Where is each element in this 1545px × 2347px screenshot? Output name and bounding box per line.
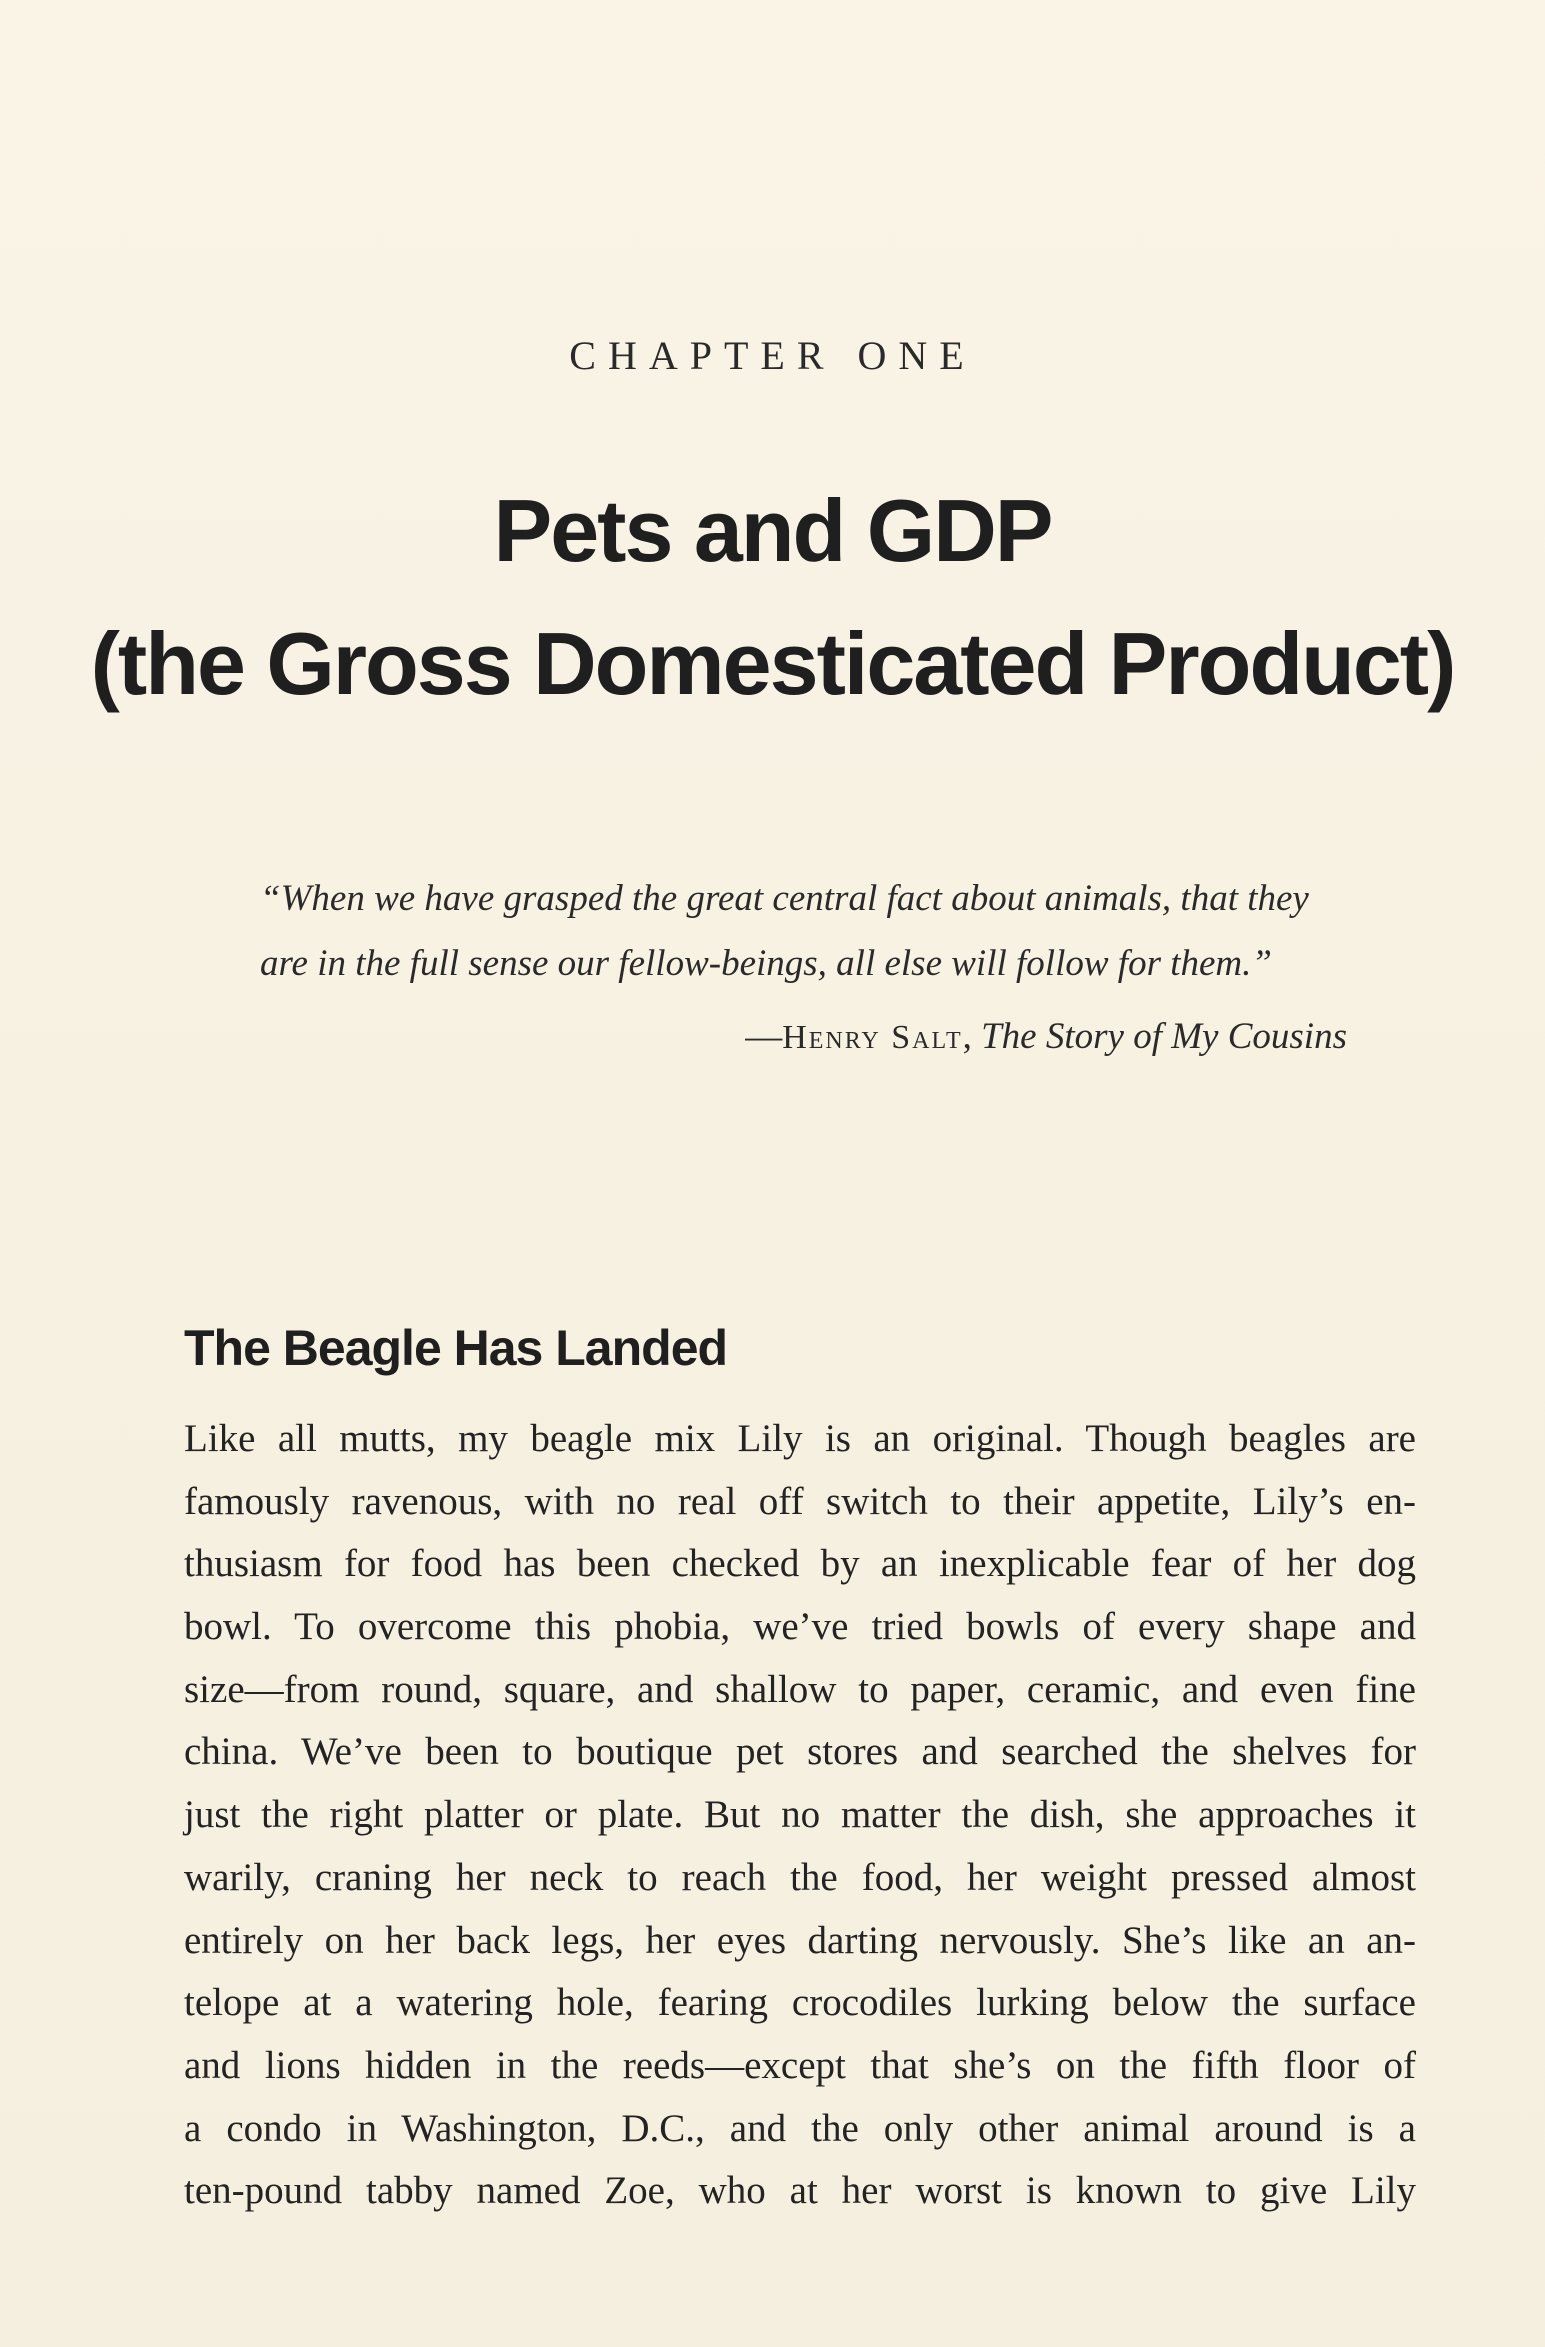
- body-line: ten-pound tabby named Zoe, who at her worst is known to give Lily: [184, 2169, 1416, 2213]
- section-heading: The Beagle Has Landed: [184, 1320, 728, 1376]
- body-line: and lions hidden in the reeds—except that she’s on the fifth floor of: [184, 2043, 1416, 2087]
- chapter-title-line-1: Pets and GDP: [493, 481, 1052, 580]
- attribution-dash: —: [745, 1016, 783, 1057]
- body-line: entirely on her back legs, her eyes darting nervously. She’s like an an-: [184, 1918, 1416, 1962]
- body-line: thusiasm for food has been checked by an inexplicable fear of her dog: [184, 1542, 1416, 1586]
- body-line: famously ravenous, with no real off switch to their appetite, Lily’s en-: [184, 1479, 1416, 1523]
- epigraph-attribution: [745, 1018, 1347, 1055]
- body-line: china. We’ve been to boutique pet stores and searched the shelves for: [184, 1730, 1416, 1774]
- attribution-author: Henry Salt: [782, 1019, 963, 1056]
- body-line: size—from round, square, and shallow to paper, ceramic, and even fine: [184, 1667, 1416, 1711]
- body-line: bowl. To overcome this phobia, we’ve tried bowls of every shape and: [184, 1605, 1416, 1649]
- chapter-label: CHAPTER ONE: [569, 333, 976, 378]
- epigraph-line-1: “When we have grasped the great central fact about animals, that they: [260, 878, 1309, 919]
- attribution-comma: ,: [962, 1016, 982, 1057]
- body-line: Like all mutts, my beagle mix Lily is an original. Though beagles are: [184, 1417, 1416, 1460]
- body-line: telope at a watering hole, fearing crocodiles lurking below the surface: [184, 1981, 1416, 2025]
- epigraph-line-2: are in the full sense our fellow-beings, all else will follow for them.”: [260, 943, 1272, 984]
- chapter-title-line-2: (the Gross Domesticated Product): [90, 614, 1455, 713]
- body-line: a condo in Washington, D.C., and the only other animal around is a: [184, 2106, 1416, 2150]
- body-line: just the right platter or plate. But no matter the dish, she approaches it: [184, 1793, 1416, 1837]
- body-paragraph: [184, 1408, 1416, 2223]
- body-line: warily, craning her neck to reach the food, her weight pressed almost: [184, 1855, 1416, 1899]
- attribution-work: The Story of My Cousins: [981, 1016, 1347, 1057]
